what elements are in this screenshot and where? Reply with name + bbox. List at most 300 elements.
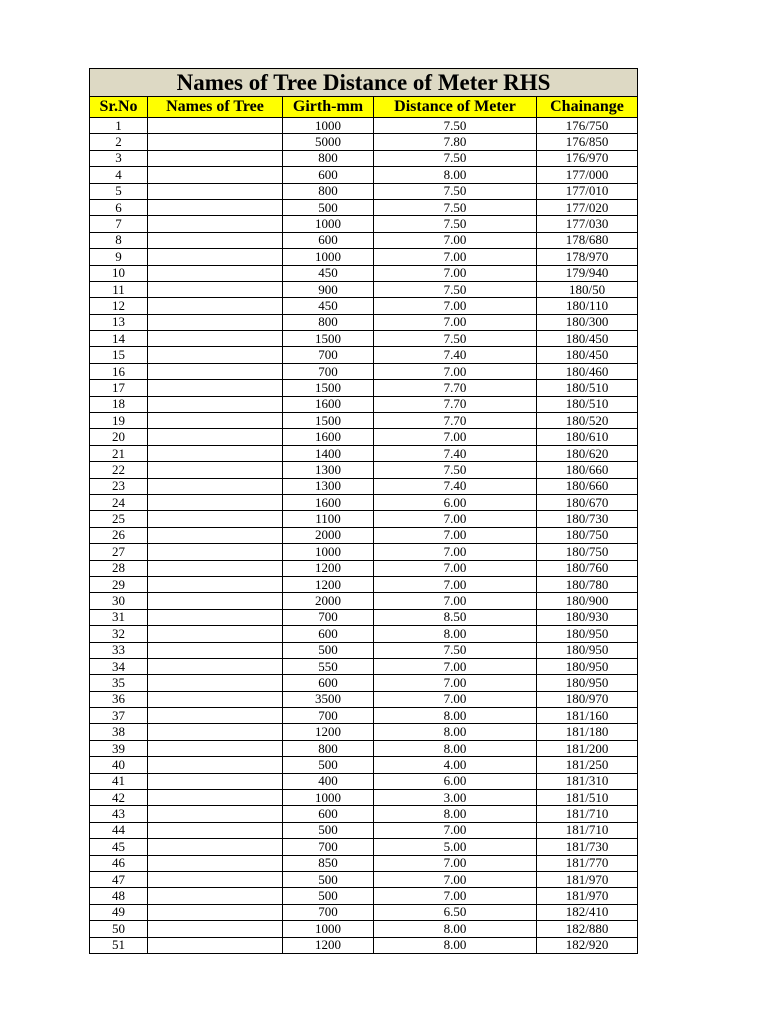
cell-chainange: 177/000	[537, 167, 638, 183]
cell-distance: 7.50	[374, 150, 537, 166]
cell-distance: 7.50	[374, 199, 537, 215]
cell-sr-no: 48	[90, 888, 148, 904]
cell-sr-no: 15	[90, 347, 148, 363]
cell-name-of-tree	[148, 150, 283, 166]
cell-girth: 1500	[283, 331, 374, 347]
cell-distance: 8.00	[374, 626, 537, 642]
cell-chainange: 181/180	[537, 724, 638, 740]
cell-distance: 7.70	[374, 396, 537, 412]
cell-distance: 7.70	[374, 380, 537, 396]
cell-sr-no: 43	[90, 806, 148, 822]
cell-name-of-tree	[148, 478, 283, 494]
cell-sr-no: 17	[90, 380, 148, 396]
cell-distance: 7.00	[374, 265, 537, 281]
table-row	[90, 118, 638, 134]
cell-girth: 550	[283, 658, 374, 674]
cell-sr-no: 51	[90, 937, 148, 953]
cell-sr-no: 46	[90, 855, 148, 871]
cell-name-of-tree	[148, 232, 283, 248]
cell-girth: 1400	[283, 445, 374, 461]
table-row	[90, 904, 638, 920]
cell-distance: 7.00	[374, 249, 537, 265]
cell-name-of-tree	[148, 708, 283, 724]
cell-sr-no: 11	[90, 281, 148, 297]
cell-chainange: 180/950	[537, 675, 638, 691]
cell-name-of-tree	[148, 888, 283, 904]
cell-sr-no: 19	[90, 413, 148, 429]
table-row	[90, 839, 638, 855]
cell-girth: 450	[283, 298, 374, 314]
table-row	[90, 888, 638, 904]
table-row	[90, 790, 638, 806]
table-row	[90, 642, 638, 658]
table-row	[90, 576, 638, 592]
cell-distance: 7.50	[374, 118, 537, 134]
cell-girth: 2000	[283, 527, 374, 543]
cell-girth: 450	[283, 265, 374, 281]
cell-girth: 3500	[283, 691, 374, 707]
cell-name-of-tree	[148, 167, 283, 183]
cell-chainange: 180/780	[537, 576, 638, 592]
cell-name-of-tree	[148, 921, 283, 937]
cell-distance: 7.00	[374, 232, 537, 248]
table-row	[90, 281, 638, 297]
cell-chainange: 177/030	[537, 216, 638, 232]
cell-sr-no: 21	[90, 445, 148, 461]
cell-girth: 700	[283, 839, 374, 855]
cell-chainange: 180/450	[537, 331, 638, 347]
table-row	[90, 740, 638, 756]
table-row	[90, 544, 638, 560]
cell-girth: 500	[283, 757, 374, 773]
cell-chainange: 180/660	[537, 478, 638, 494]
table-row	[90, 609, 638, 625]
cell-girth: 400	[283, 773, 374, 789]
cell-sr-no: 42	[90, 790, 148, 806]
cell-chainange: 182/880	[537, 921, 638, 937]
cell-girth: 1200	[283, 937, 374, 953]
cell-girth: 500	[283, 871, 374, 887]
table-row	[90, 822, 638, 838]
cell-girth: 1200	[283, 576, 374, 592]
table-row	[90, 806, 638, 822]
table-row	[90, 658, 638, 674]
column-header-chainange: Chainange	[537, 97, 638, 118]
cell-distance: 7.00	[374, 855, 537, 871]
cell-girth: 1100	[283, 511, 374, 527]
cell-girth: 1300	[283, 478, 374, 494]
title-row	[90, 69, 638, 97]
cell-sr-no: 26	[90, 527, 148, 543]
cell-distance: 7.00	[374, 544, 537, 560]
cell-chainange: 180/970	[537, 691, 638, 707]
cell-chainange: 180/950	[537, 626, 638, 642]
cell-distance: 7.80	[374, 134, 537, 150]
cell-sr-no: 24	[90, 494, 148, 510]
cell-name-of-tree	[148, 199, 283, 215]
cell-girth: 800	[283, 740, 374, 756]
cell-chainange: 181/200	[537, 740, 638, 756]
cell-distance: 7.40	[374, 445, 537, 461]
cell-chainange: 181/710	[537, 822, 638, 838]
cell-distance: 7.50	[374, 642, 537, 658]
cell-distance: 8.00	[374, 167, 537, 183]
column-header-girth: Girth-mm	[283, 97, 374, 118]
table-row	[90, 314, 638, 330]
cell-sr-no: 22	[90, 462, 148, 478]
cell-chainange: 181/730	[537, 839, 638, 855]
cell-distance: 8.00	[374, 921, 537, 937]
cell-girth: 1500	[283, 413, 374, 429]
cell-girth: 700	[283, 708, 374, 724]
cell-chainange: 180/510	[537, 380, 638, 396]
cell-distance: 7.00	[374, 511, 537, 527]
table-row	[90, 478, 638, 494]
cell-name-of-tree	[148, 494, 283, 510]
table-row	[90, 363, 638, 379]
cell-distance: 3.00	[374, 790, 537, 806]
cell-sr-no: 31	[90, 609, 148, 625]
cell-chainange: 176/850	[537, 134, 638, 150]
cell-chainange: 181/710	[537, 806, 638, 822]
cell-sr-no: 38	[90, 724, 148, 740]
cell-name-of-tree	[148, 544, 283, 560]
cell-chainange: 181/970	[537, 888, 638, 904]
cell-sr-no: 49	[90, 904, 148, 920]
cell-distance: 7.00	[374, 527, 537, 543]
cell-name-of-tree	[148, 658, 283, 674]
cell-distance: 6.00	[374, 494, 537, 510]
cell-sr-no: 9	[90, 249, 148, 265]
cell-name-of-tree	[148, 724, 283, 740]
cell-distance: 7.00	[374, 658, 537, 674]
cell-name-of-tree	[148, 773, 283, 789]
cell-sr-no: 27	[90, 544, 148, 560]
cell-chainange: 180/670	[537, 494, 638, 510]
cell-chainange: 176/970	[537, 150, 638, 166]
cell-sr-no: 23	[90, 478, 148, 494]
cell-sr-no: 3	[90, 150, 148, 166]
cell-name-of-tree	[148, 396, 283, 412]
cell-chainange: 180/900	[537, 593, 638, 609]
cell-sr-no: 7	[90, 216, 148, 232]
cell-distance: 7.50	[374, 183, 537, 199]
cell-sr-no: 8	[90, 232, 148, 248]
table-row	[90, 855, 638, 871]
cell-sr-no: 16	[90, 363, 148, 379]
cell-girth: 600	[283, 806, 374, 822]
cell-chainange: 182/920	[537, 937, 638, 953]
table-row	[90, 199, 638, 215]
cell-girth: 500	[283, 642, 374, 658]
cell-sr-no: 20	[90, 429, 148, 445]
cell-sr-no: 50	[90, 921, 148, 937]
cell-name-of-tree	[148, 626, 283, 642]
cell-girth: 1000	[283, 921, 374, 937]
cell-chainange: 180/110	[537, 298, 638, 314]
cell-sr-no: 13	[90, 314, 148, 330]
cell-name-of-tree	[148, 216, 283, 232]
cell-name-of-tree	[148, 593, 283, 609]
table-row	[90, 462, 638, 478]
cell-girth: 1500	[283, 380, 374, 396]
cell-girth: 1600	[283, 429, 374, 445]
cell-distance: 8.00	[374, 724, 537, 740]
cell-name-of-tree	[148, 642, 283, 658]
cell-sr-no: 36	[90, 691, 148, 707]
cell-chainange: 180/520	[537, 413, 638, 429]
table-row	[90, 626, 638, 642]
cell-distance: 8.50	[374, 609, 537, 625]
cell-chainange: 176/750	[537, 118, 638, 134]
cell-chainange: 180/660	[537, 462, 638, 478]
cell-sr-no: 4	[90, 167, 148, 183]
cell-chainange: 181/970	[537, 871, 638, 887]
cell-girth: 700	[283, 609, 374, 625]
cell-name-of-tree	[148, 691, 283, 707]
cell-name-of-tree	[148, 511, 283, 527]
cell-chainange: 180/450	[537, 347, 638, 363]
cell-girth: 5000	[283, 134, 374, 150]
cell-chainange: 180/460	[537, 363, 638, 379]
cell-sr-no: 47	[90, 871, 148, 887]
cell-sr-no: 35	[90, 675, 148, 691]
cell-distance: 8.00	[374, 708, 537, 724]
cell-girth: 1000	[283, 544, 374, 560]
cell-distance: 7.00	[374, 888, 537, 904]
cell-sr-no: 14	[90, 331, 148, 347]
cell-sr-no: 40	[90, 757, 148, 773]
cell-chainange: 177/020	[537, 199, 638, 215]
cell-chainange: 180/50	[537, 281, 638, 297]
table-row	[90, 757, 638, 773]
cell-distance: 7.00	[374, 675, 537, 691]
cell-chainange: 178/680	[537, 232, 638, 248]
table-row	[90, 265, 638, 281]
table-row	[90, 216, 638, 232]
cell-girth: 1200	[283, 560, 374, 576]
table-row	[90, 249, 638, 265]
cell-chainange: 179/940	[537, 265, 638, 281]
cell-chainange: 181/770	[537, 855, 638, 871]
cell-girth: 1000	[283, 249, 374, 265]
cell-sr-no: 30	[90, 593, 148, 609]
cell-girth: 1000	[283, 790, 374, 806]
cell-girth: 900	[283, 281, 374, 297]
table-row	[90, 560, 638, 576]
cell-sr-no: 33	[90, 642, 148, 658]
cell-distance: 8.00	[374, 740, 537, 756]
cell-girth: 600	[283, 675, 374, 691]
table-row	[90, 708, 638, 724]
cell-girth: 500	[283, 888, 374, 904]
cell-distance: 7.00	[374, 298, 537, 314]
table-row	[90, 494, 638, 510]
cell-name-of-tree	[148, 527, 283, 543]
cell-distance: 7.50	[374, 281, 537, 297]
cell-name-of-tree	[148, 806, 283, 822]
cell-name-of-tree	[148, 314, 283, 330]
cell-sr-no: 6	[90, 199, 148, 215]
cell-name-of-tree	[148, 347, 283, 363]
cell-name-of-tree	[148, 576, 283, 592]
cell-chainange: 180/620	[537, 445, 638, 461]
table-row	[90, 773, 638, 789]
column-header-names-of-tree: Names of Tree	[148, 97, 283, 118]
cell-sr-no: 28	[90, 560, 148, 576]
table-row	[90, 298, 638, 314]
table-row	[90, 183, 638, 199]
table-row	[90, 380, 638, 396]
table-row	[90, 413, 638, 429]
cell-chainange: 181/310	[537, 773, 638, 789]
table-row	[90, 232, 638, 248]
cell-chainange: 180/300	[537, 314, 638, 330]
cell-girth: 1300	[283, 462, 374, 478]
cell-distance: 7.50	[374, 331, 537, 347]
cell-chainange: 181/160	[537, 708, 638, 724]
cell-chainange: 182/410	[537, 904, 638, 920]
cell-girth: 1000	[283, 216, 374, 232]
cell-name-of-tree	[148, 281, 283, 297]
cell-name-of-tree	[148, 871, 283, 887]
cell-name-of-tree	[148, 937, 283, 953]
cell-girth: 600	[283, 167, 374, 183]
cell-girth: 1600	[283, 396, 374, 412]
cell-sr-no: 37	[90, 708, 148, 724]
cell-name-of-tree	[148, 265, 283, 281]
cell-chainange: 180/750	[537, 544, 638, 560]
cell-name-of-tree	[148, 462, 283, 478]
cell-name-of-tree	[148, 822, 283, 838]
table-row	[90, 593, 638, 609]
cell-girth: 1200	[283, 724, 374, 740]
cell-girth: 850	[283, 855, 374, 871]
cell-chainange: 180/750	[537, 527, 638, 543]
cell-sr-no: 12	[90, 298, 148, 314]
tree-distance-table	[89, 68, 638, 954]
cell-name-of-tree	[148, 675, 283, 691]
cell-chainange: 180/730	[537, 511, 638, 527]
table-row	[90, 347, 638, 363]
cell-distance: 7.00	[374, 871, 537, 887]
cell-sr-no: 10	[90, 265, 148, 281]
cell-distance: 7.50	[374, 216, 537, 232]
cell-chainange: 181/510	[537, 790, 638, 806]
cell-name-of-tree	[148, 413, 283, 429]
table-row	[90, 675, 638, 691]
cell-name-of-tree	[148, 298, 283, 314]
cell-girth: 500	[283, 199, 374, 215]
cell-distance: 8.00	[374, 937, 537, 953]
table-title: Names of Tree Distance of Meter RHS	[90, 69, 638, 97]
cell-distance: 7.00	[374, 363, 537, 379]
cell-distance: 7.70	[374, 413, 537, 429]
table-row	[90, 396, 638, 412]
column-header-sr-no: Sr.No	[90, 97, 148, 118]
cell-distance: 8.00	[374, 806, 537, 822]
cell-distance: 7.00	[374, 429, 537, 445]
cell-name-of-tree	[148, 183, 283, 199]
cell-chainange: 178/970	[537, 249, 638, 265]
cell-sr-no: 34	[90, 658, 148, 674]
table-row	[90, 134, 638, 150]
cell-chainange: 177/010	[537, 183, 638, 199]
cell-name-of-tree	[148, 757, 283, 773]
cell-girth: 800	[283, 150, 374, 166]
cell-girth: 700	[283, 904, 374, 920]
cell-sr-no: 18	[90, 396, 148, 412]
cell-sr-no: 45	[90, 839, 148, 855]
cell-distance: 7.00	[374, 576, 537, 592]
cell-sr-no: 25	[90, 511, 148, 527]
table-row	[90, 331, 638, 347]
cell-sr-no: 5	[90, 183, 148, 199]
cell-distance: 7.00	[374, 822, 537, 838]
cell-sr-no: 39	[90, 740, 148, 756]
cell-girth: 700	[283, 347, 374, 363]
cell-chainange: 181/250	[537, 757, 638, 773]
cell-name-of-tree	[148, 609, 283, 625]
cell-distance: 7.00	[374, 593, 537, 609]
table-body	[90, 118, 638, 954]
cell-chainange: 180/760	[537, 560, 638, 576]
cell-chainange: 180/950	[537, 642, 638, 658]
cell-name-of-tree	[148, 249, 283, 265]
table-row	[90, 527, 638, 543]
cell-name-of-tree	[148, 380, 283, 396]
cell-sr-no: 29	[90, 576, 148, 592]
cell-distance: 4.00	[374, 757, 537, 773]
cell-distance: 6.00	[374, 773, 537, 789]
cell-sr-no: 44	[90, 822, 148, 838]
cell-distance: 7.40	[374, 478, 537, 494]
column-header-distance: Distance of Meter	[374, 97, 537, 118]
cell-name-of-tree	[148, 429, 283, 445]
cell-distance: 5.00	[374, 839, 537, 855]
cell-girth: 1000	[283, 118, 374, 134]
cell-distance: 7.50	[374, 462, 537, 478]
cell-girth: 800	[283, 183, 374, 199]
cell-sr-no: 32	[90, 626, 148, 642]
cell-name-of-tree	[148, 134, 283, 150]
cell-name-of-tree	[148, 904, 283, 920]
cell-girth: 600	[283, 232, 374, 248]
table-row	[90, 511, 638, 527]
table-row	[90, 937, 638, 953]
cell-chainange: 180/510	[537, 396, 638, 412]
cell-distance: 6.50	[374, 904, 537, 920]
cell-name-of-tree	[148, 118, 283, 134]
table-row	[90, 871, 638, 887]
table-row	[90, 167, 638, 183]
cell-distance: 7.40	[374, 347, 537, 363]
table-row	[90, 691, 638, 707]
cell-sr-no: 1	[90, 118, 148, 134]
cell-chainange: 180/610	[537, 429, 638, 445]
cell-distance: 7.00	[374, 314, 537, 330]
cell-distance: 7.00	[374, 691, 537, 707]
cell-girth: 600	[283, 626, 374, 642]
cell-name-of-tree	[148, 855, 283, 871]
cell-girth: 700	[283, 363, 374, 379]
cell-name-of-tree	[148, 363, 283, 379]
cell-name-of-tree	[148, 839, 283, 855]
cell-name-of-tree	[148, 445, 283, 461]
cell-name-of-tree	[148, 560, 283, 576]
table-row	[90, 150, 638, 166]
cell-name-of-tree	[148, 331, 283, 347]
